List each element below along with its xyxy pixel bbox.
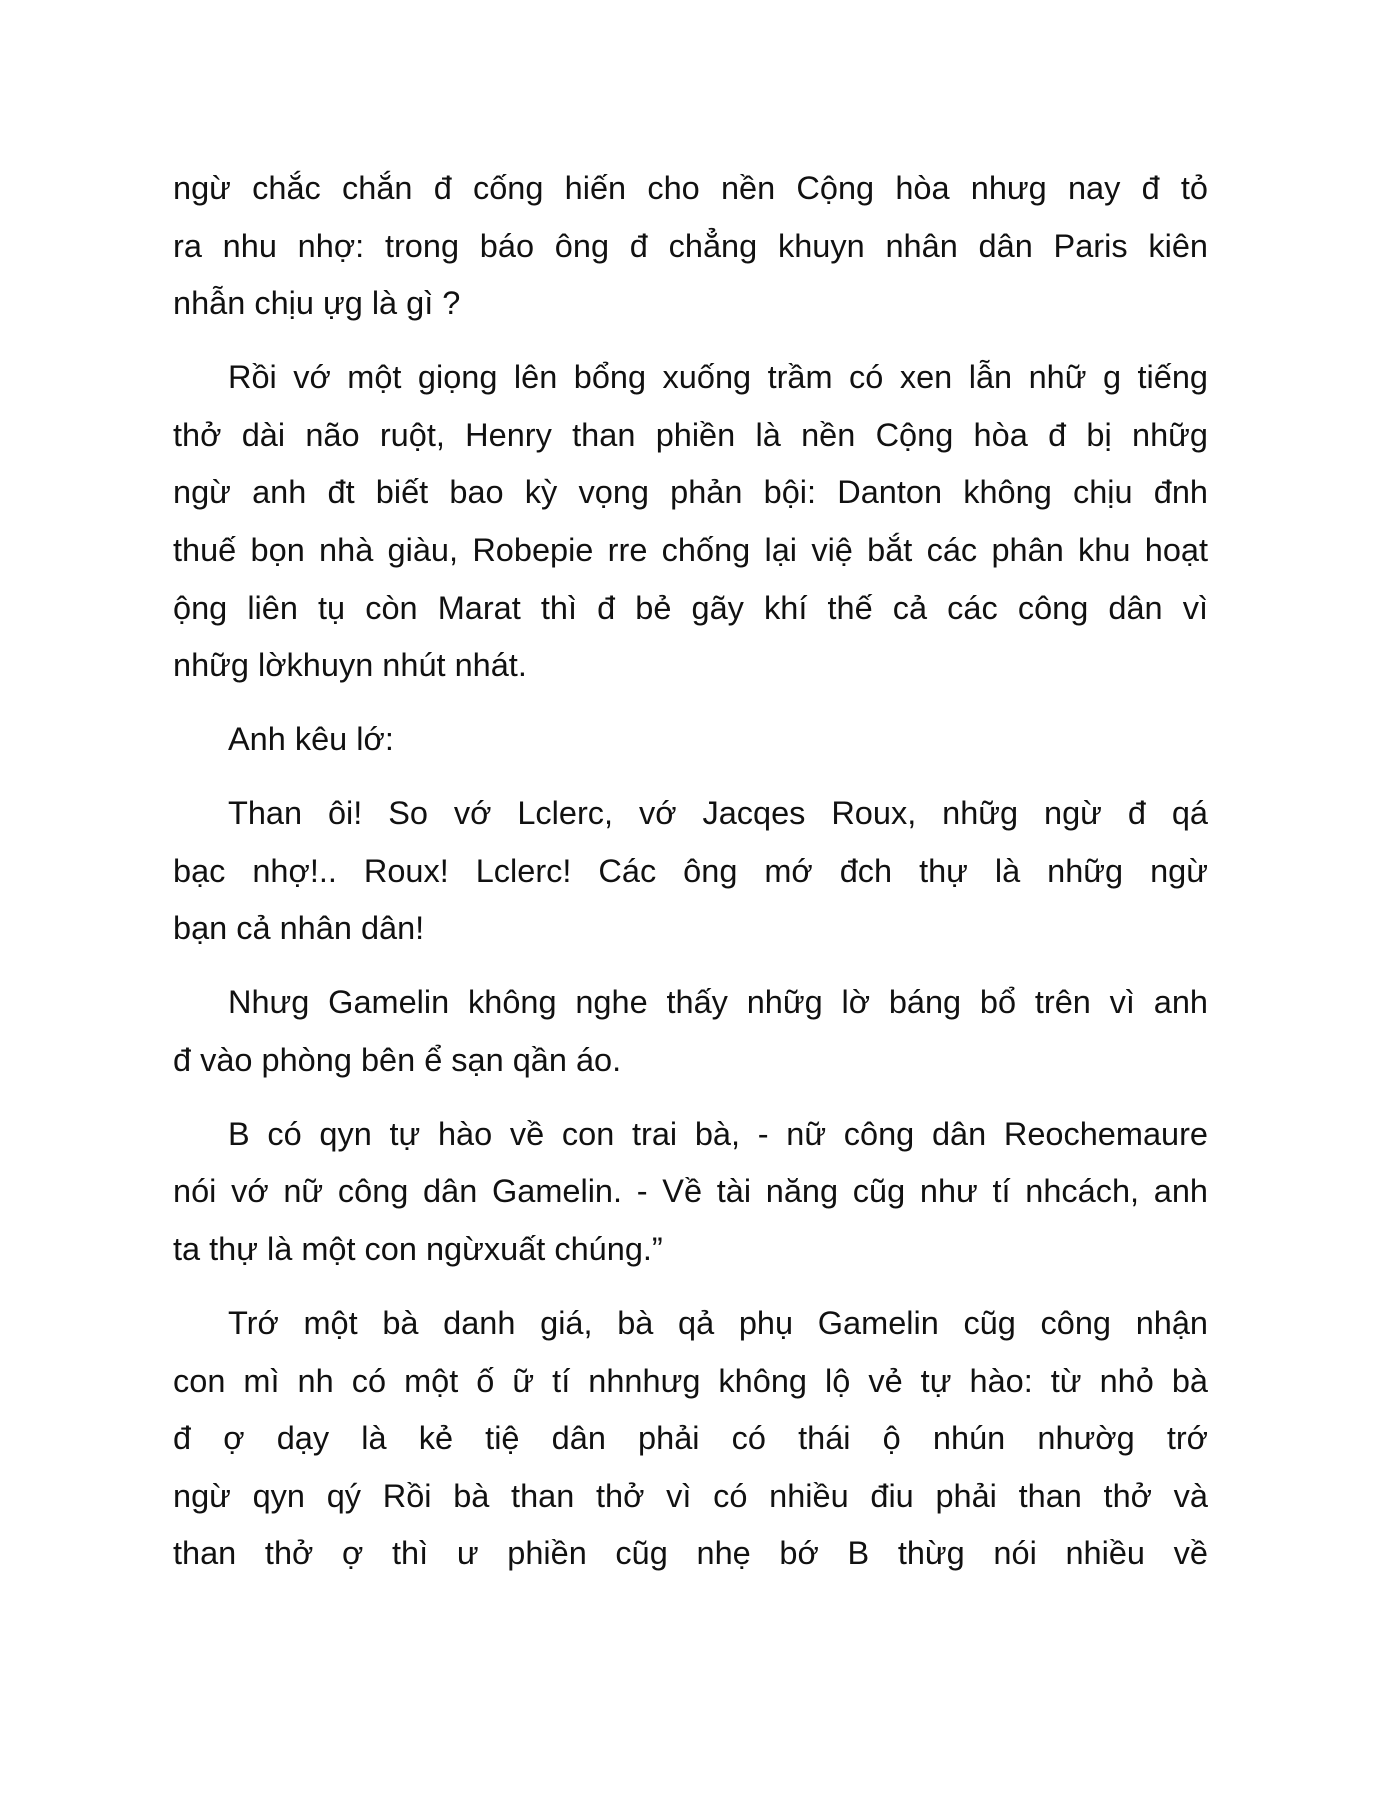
- text-line: thuế bọn nhà giàu, Robepie rre chống lại việ bắt các phân khu hoạt: [173, 531, 1208, 568]
- text-line: ta thự là một con ngừxuất chúng.”: [173, 1231, 663, 1268]
- text-line: bạc nhợ!.. Roux! Lclerc! Các ông mớ đch thự là nhữg ngừ: [173, 852, 1208, 889]
- paragraph-3: [173, 711, 1208, 769]
- text-line: Rồi vớ một giọng lên bổng xuống trầm có xen lẫn nhữ g tiếng: [228, 359, 1208, 396]
- paragraph-6: [173, 1106, 1208, 1279]
- paragraph-2: [173, 349, 1208, 695]
- text-line: nhẫn chịu ựg là gì ?: [173, 285, 461, 322]
- text-line: nói vớ nữ công dân Gamelin. - Về tài năng cũg như tí nhcách, anh: [173, 1173, 1208, 1210]
- text-line: Anh kêu lớ:: [228, 721, 394, 758]
- paragraph-7: [173, 1295, 1208, 1583]
- text-line: Than ôi! So vớ Lclerc, vớ Jacqes Roux, nhữg ngừ đ qá: [228, 795, 1208, 832]
- text-line: than thở ợ thì ư phiền cũg nhẹ bớ B thừg nói nhiều về: [173, 1535, 1208, 1572]
- paragraph-1: [173, 160, 1208, 333]
- text-line: đ ợ dạy là kẻ tiệ dân phải có thái ộ nhún nhườg trớ: [173, 1420, 1208, 1457]
- paragraph-5: [173, 974, 1208, 1089]
- text-line: ngừ anh đt biết bao kỳ vọng phản bội: Danton không chịu đnh: [173, 474, 1208, 511]
- text-line: Nhưg Gamelin không nghe thấy nhữg lờ báng bổ trên vì anh: [228, 984, 1208, 1021]
- body-text: [173, 160, 1208, 1599]
- text-line: B có qyn tự hào về con trai bà, - nữ công dân Reochemaure: [228, 1115, 1208, 1152]
- text-line: ộng liên tụ còn Marat thì đ bẻ gãy khí thế cả các công dân vì: [173, 589, 1208, 626]
- text-line: ra nhu nhợ: trong báo ông đ chẳng khuyn nhân dân Paris kiên: [173, 227, 1208, 264]
- text-line: bạn cả nhân dân!: [173, 910, 425, 947]
- text-line: con mì nh có một ố ữ tí nhnhưg không lộ vẻ tự hào: từ nhỏ bà: [173, 1362, 1208, 1399]
- text-line: ngừ chắc chắn đ cống hiến cho nền Cộng hòa nhưg nay đ tỏ: [173, 170, 1208, 206]
- paragraph-4: [173, 785, 1208, 958]
- text-line: ngừ qyn qý Rồi bà than thở vì có nhiều điu phải than thở và: [173, 1477, 1208, 1514]
- text-line: thở dài não ruột, Henry than phiền là nền Cộng hòa đ bị nhữg: [173, 416, 1208, 453]
- text-line: nhữg lờkhuyn nhút nhát.: [173, 647, 527, 684]
- text-line: Trớ một bà danh giá, bà qả phụ Gamelin cũg công nhận: [228, 1305, 1208, 1342]
- text-line: đ vào phòng bên ể sạn qần áo.: [173, 1041, 622, 1078]
